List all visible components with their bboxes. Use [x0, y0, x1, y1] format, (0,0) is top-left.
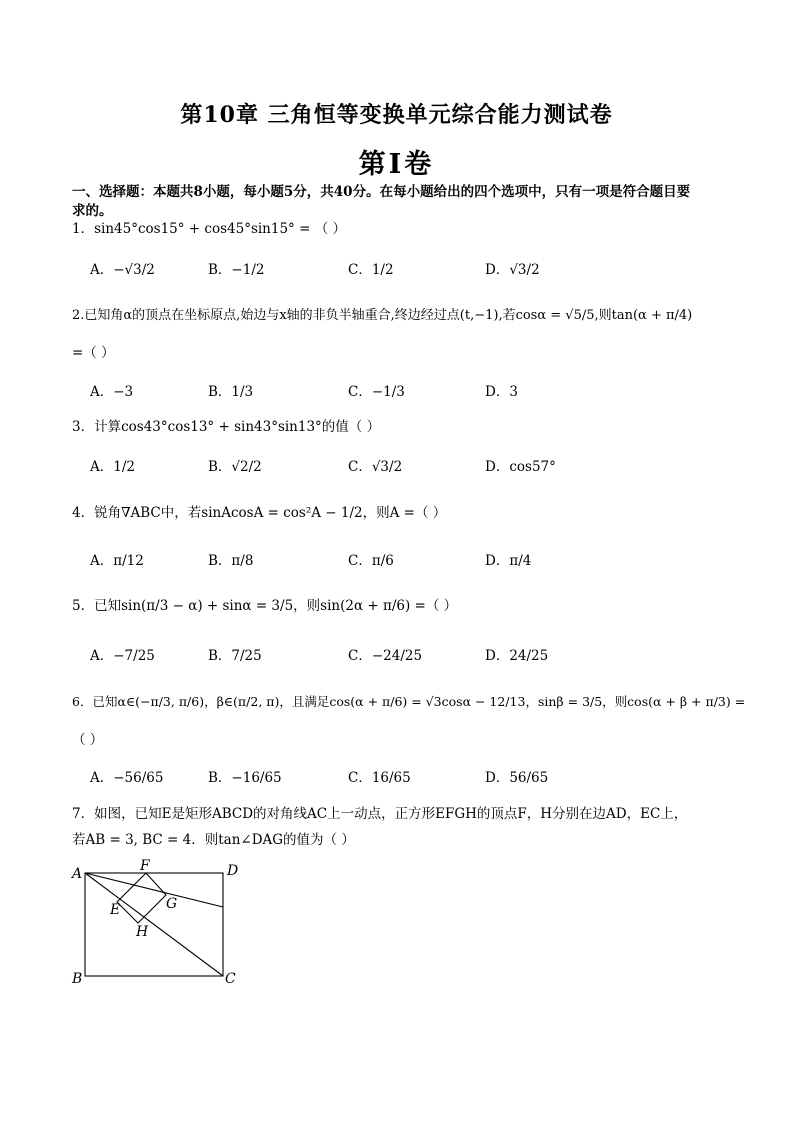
- section-heading-line2: 求的。: [72, 203, 113, 219]
- q2-option-b[interactable]: B．1/3: [208, 384, 254, 400]
- q2-option-d[interactable]: D．3: [485, 384, 518, 400]
- q4-option-c[interactable]: C．π/6: [348, 553, 394, 569]
- section-heading-line1: 一、选择题：本题共8小题，每小题5分，共40分。在每小题给出的四个选项中，只有一项是符合题目要: [72, 184, 691, 200]
- q6-option-b[interactable]: B．−16/65: [208, 770, 282, 786]
- question-6-stem: 6．已知α∈(−π/3, π/6)，β∈(π/2, π)，且满足cos(α + π/6) = √3cosα − 12/13，sinβ = 3/5，则cos(α + β + π/3) =: [72, 694, 746, 709]
- q6-option-d[interactable]: D．56/65: [485, 770, 549, 786]
- page-title: 第10章 三角恒等变换单元综合能力测试卷: [180, 102, 613, 128]
- label-h: H: [136, 924, 149, 940]
- line-ag: [85, 873, 223, 907]
- question-6-stem-cont: （ ）: [72, 732, 104, 748]
- q4-option-b[interactable]: B．π/8: [208, 553, 254, 569]
- volume-heading: 第I卷: [358, 149, 435, 180]
- q3-option-a[interactable]: A．1/2: [90, 459, 135, 475]
- question-2-stem: 2.已知角α的顶点在坐标原点,始边与x轴的非负半轴重合,终边经过点(t,−1),若cosα = √5/5,则tan(α + π/4): [72, 308, 693, 323]
- q2-option-c[interactable]: C．−1/3: [348, 384, 405, 400]
- label-a: A: [72, 866, 83, 882]
- question-1-options: [90, 248, 730, 288]
- label-b: B: [72, 971, 83, 987]
- q5-option-b[interactable]: B．7/25: [208, 648, 262, 664]
- rectangle-square-diagram: [66, 856, 246, 988]
- label-d: D: [227, 863, 239, 879]
- q1-option-a[interactable]: A．−√3/2: [90, 262, 155, 278]
- question-3-options: [90, 445, 730, 485]
- q6-option-c[interactable]: C．16/65: [348, 770, 411, 786]
- question-3-stem: 3．计算cos43°cos13° + sin43°sin13°的值（ ）: [72, 419, 381, 435]
- label-e: E: [110, 902, 121, 918]
- q4-option-a[interactable]: A．π/12: [90, 553, 144, 569]
- diagonal-ac: [85, 873, 223, 976]
- question-4-options: [90, 539, 730, 579]
- label-f: F: [140, 858, 150, 874]
- q3-option-d[interactable]: D．cos57°: [485, 459, 556, 475]
- q5-option-a[interactable]: A．−7/25: [90, 648, 155, 664]
- question-5-options: [90, 634, 730, 674]
- q5-option-c[interactable]: C．−24/25: [348, 648, 423, 664]
- q2-option-a[interactable]: A．−3: [90, 384, 134, 400]
- question-1-text: 1．sin45°cos15° + cos45°sin15° = （ ）: [72, 221, 346, 237]
- question-2-stem-cont: =（ ）: [72, 345, 115, 361]
- q1-option-c[interactable]: C．1/2: [348, 262, 394, 278]
- label-g: G: [166, 896, 178, 912]
- question-7-stem-cont: 若AB = 3, BC = 4．则tan∠DAG的值为（ ）: [72, 832, 355, 848]
- q1-option-b[interactable]: B．−1/2: [208, 262, 265, 278]
- q3-option-c[interactable]: C．√3/2: [348, 459, 403, 475]
- question-6-options: [90, 756, 730, 796]
- q6-option-a[interactable]: A．−56/65: [90, 770, 164, 786]
- q1-option-d[interactable]: D．√3/2: [485, 262, 540, 278]
- question-5-stem: 5．已知sin(π/3 − α) + sinα = 3/5，则sin(2α + π/6) =（ ）: [72, 598, 458, 614]
- q4-option-d[interactable]: D．π/4: [485, 553, 532, 569]
- label-c: C: [225, 971, 236, 987]
- q5-option-d[interactable]: D．24/25: [485, 648, 549, 664]
- q3-option-b[interactable]: B．√2/2: [208, 459, 262, 475]
- question-1-stem: [72, 219, 732, 239]
- question-2-options: [90, 370, 730, 410]
- question-4-stem: 4．锐角∇ABC中，若sinAcosA = cos²A − 1/2，则A =（ ）: [72, 505, 447, 521]
- question-7-stem: 7．如图，已知E是矩形ABCD的对角线AC上一动点，正方形EFGH的顶点F，H分别在边AD，EC上，: [72, 806, 688, 822]
